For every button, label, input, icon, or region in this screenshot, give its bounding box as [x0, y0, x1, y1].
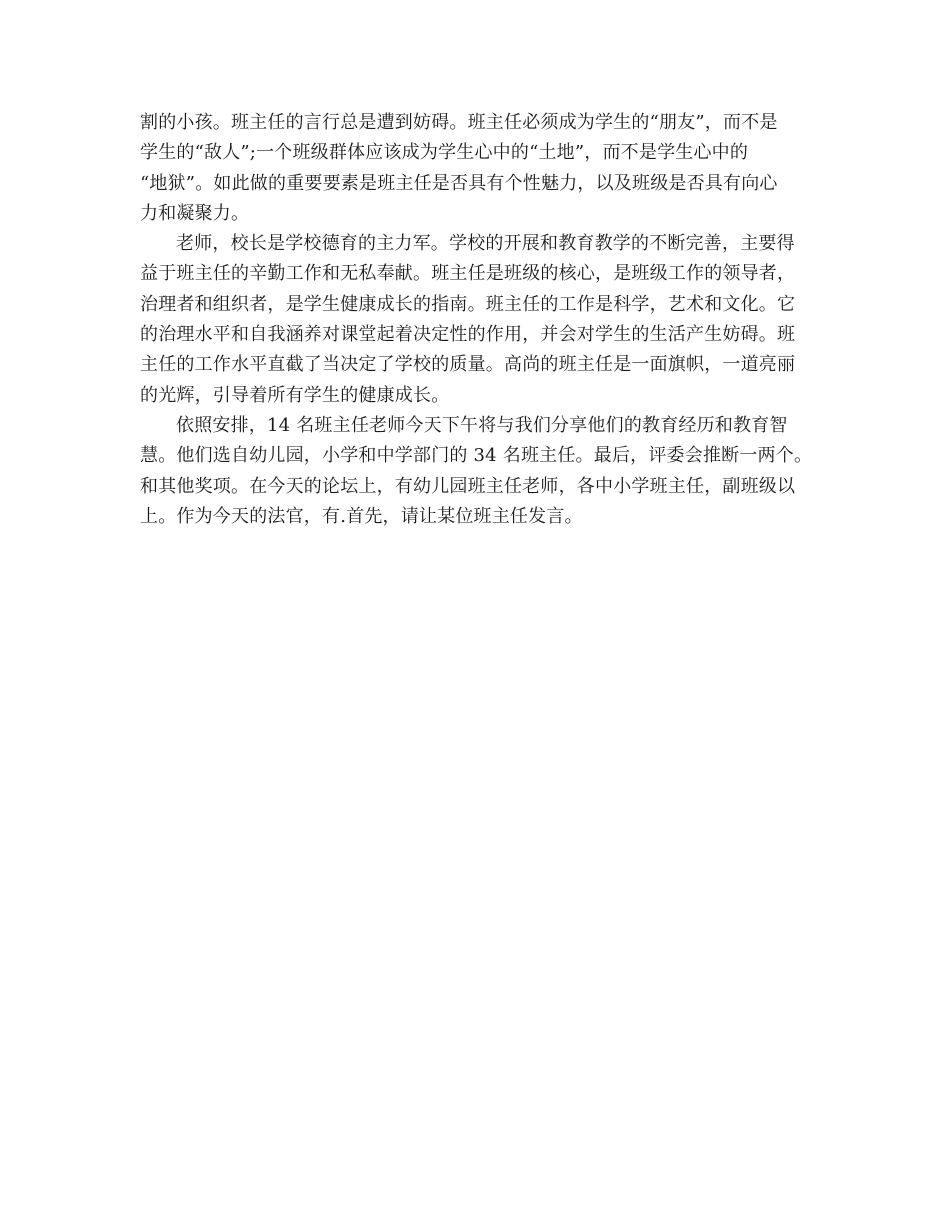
text-line: 治理者和组织者，是学生健康成长的指南。班主任的工作是科学，艺术和文化。它: [140, 293, 796, 315]
text-line: “地狱”。如此做的重要要素是班主任是否具有个性魅力，以及班级是否具有向心: [140, 172, 778, 194]
text-line: 学生的“敌人”;一个班级群体应该成为学生心中的“土地”，而不是学生心中的: [140, 142, 749, 164]
text-line: 力和凝聚力。: [140, 202, 250, 224]
text-line: 的治理水平和自我涵养对课堂起着决定性的作用，并会对学生的生活产生妨碍。班: [140, 324, 796, 346]
paragraph-first-line: 依照安排，14 名班主任老师今天下午将与我们分享他们的教育经历和教育智: [176, 414, 788, 436]
paragraph-first-line: 老师，校长是学校德育的主力军。学校的开展和教育教学的不断完善，主要得: [176, 233, 795, 255]
text-line: 割的小孩。班主任的言行总是遭到妨碍。班主任必须成为学生的“朋友”，而不是: [140, 112, 778, 133]
text-line: 和其他奖项。在今天的论坛上，有幼儿园班主任老师，各中小学班主任，副班级以: [140, 475, 796, 497]
text-line: 主任的工作水平直截了当决定了学校的质量。高尚的班主任是一面旗帜，一道亮丽: [140, 354, 796, 376]
document-body: [140, 113, 812, 537]
text-line: 上。作为今天的法官，有.首先，请让某位班主任发言。: [140, 505, 583, 527]
text-line: 益于班主任的辛勤工作和无私奉献。班主任是班级的核心，是班级工作的领导者，: [140, 263, 796, 285]
text-line: 的光辉，引导着所有学生的健康成长。: [140, 384, 450, 406]
text-line: 慧。他们选自幼儿园，小学和中学部门的 34 名班主任。最后，评委会推断一两个。: [140, 445, 813, 467]
